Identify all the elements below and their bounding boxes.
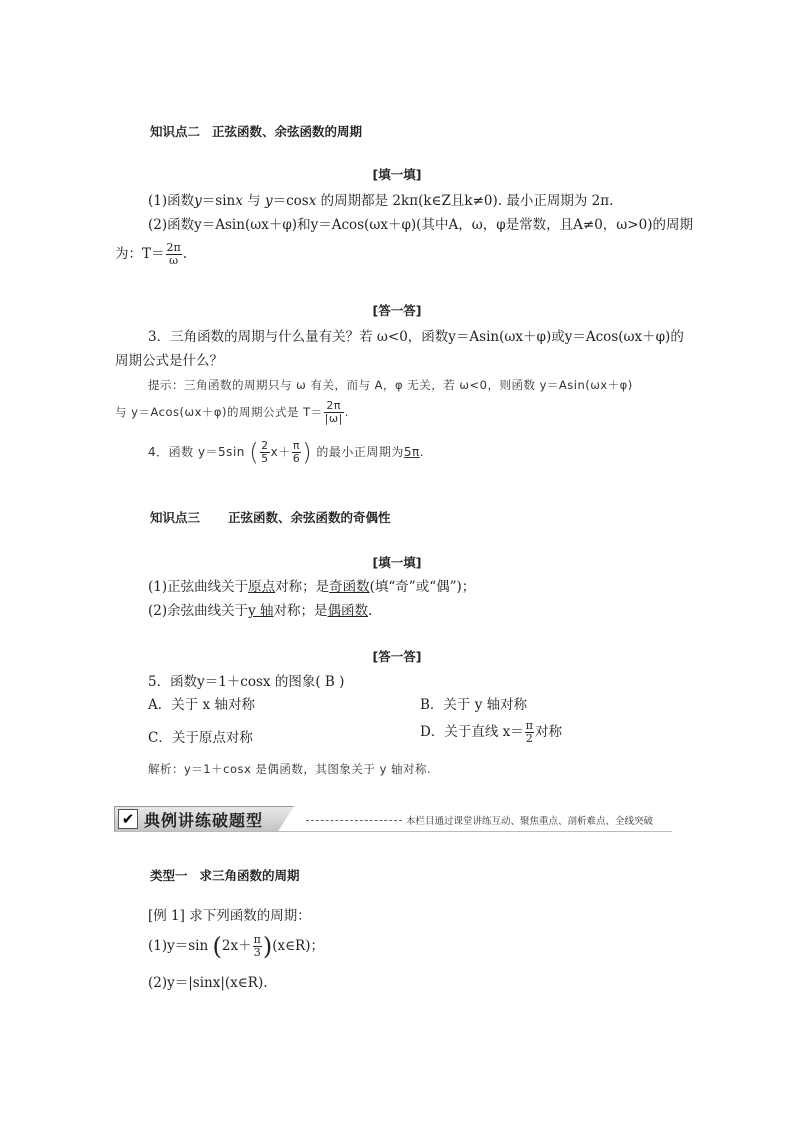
- question-3-line-1: 3．三角函数的周期与什么量有关？若 ω<0，函数y＝Asin(ωx＋φ)或y＝Acos(ωx＋φ)的: [148, 329, 684, 345]
- ask-header-k3: [答一答]: [372, 649, 422, 664]
- banner-note: 本栏目通过课堂讲练互动、聚焦重点、剖析难点、全线突破: [406, 816, 654, 827]
- k2-line-3: 为：T＝ $\frac{2\pi}{\omega}$ .: [115, 241, 188, 267]
- k2-line-1: (1)函数y＝sinx 与 y＝cosx 的周期都是 2kπ(k∈Z且k≠0). 最小正周期为 2π.: [148, 193, 614, 209]
- fill-header-k2: [填一填]: [372, 167, 422, 182]
- option-b: B．关于 y 轴对称: [420, 697, 528, 713]
- banner-title: 典例讲练破题型: [144, 811, 264, 830]
- ask-header-k2: [答一答]: [372, 303, 422, 318]
- option-a: A．关于 x 轴对称: [148, 697, 255, 713]
- section-title-k2: 知识点二 正弦函数、余弦函数的周期: [150, 124, 363, 139]
- question-4: 4．函数 y＝5sin ( $\frac{2}{5}$ x＋ $\frac{\pi}{6}$ ) 的最小正周期为5π.: [148, 438, 425, 467]
- k3-line-1: (1)正弦曲线关于原点对称；是奇函数(填“奇”或“偶”)；: [148, 579, 476, 595]
- type-1-title: 类型一 求三角函数的周期: [150, 868, 300, 883]
- example-1-part-2: (2)y＝|sinx|(x∈R).: [148, 975, 268, 991]
- answer-5pi: 5π: [403, 445, 420, 459]
- question-3-line-2: 周期公式是什么？: [115, 353, 223, 369]
- k3-line-2: (2)余弦曲线关于y 轴对称；是偶函数.: [148, 603, 373, 619]
- question-5: 5．函数y＝1＋cosx 的图象( B ): [148, 674, 345, 690]
- hint-line-1: 提示：三角函数的周期只与 ω 有关，而与 A，φ 无关，若 ω<0，则函数 y＝Asin(ωx＋φ): [148, 378, 633, 392]
- k2-line-2: (2)函数y＝Asin(ωx＋φ)和y＝Acos(ωx＋φ)(其中A，ω，φ是常数，且A≠0，ω>0)的周期: [148, 217, 693, 233]
- fraction-2pi-abs-omega: $\frac{2\pi}{|\omega|}$: [324, 399, 343, 425]
- example-1-part-1: (1)y＝sin (2x＋ $\frac{\pi}{3}$ )(x∈R)；: [148, 932, 324, 961]
- banner-underline: [114, 831, 672, 832]
- check-icon: ✔: [118, 809, 138, 829]
- option-d: D．关于直线 x＝ $\frac{\pi}{2}$ 对称: [420, 719, 562, 745]
- section-banner: [114, 806, 672, 832]
- example-1: [例 1] 求下列函数的周期：: [148, 908, 311, 924]
- hint-line-2: 与 y＝Acos(ωx＋φ)的周期公式是 T＝ $\frac{2\pi}{|\omega|}$ .: [115, 399, 349, 425]
- section-title-k3: 知识点三 正弦函数、余弦函数的奇偶性: [150, 510, 391, 525]
- fraction-2pi-omega: $\frac{2\pi}{\omega}$: [166, 241, 181, 267]
- option-c: C．关于原点对称: [148, 730, 253, 746]
- banner-dashes: [306, 820, 402, 821]
- analysis-text: 解析：y＝1＋cosx 是偶函数，其图象关于 y 轴对称.: [148, 762, 432, 776]
- fill-header-k3: [填一填]: [372, 555, 422, 570]
